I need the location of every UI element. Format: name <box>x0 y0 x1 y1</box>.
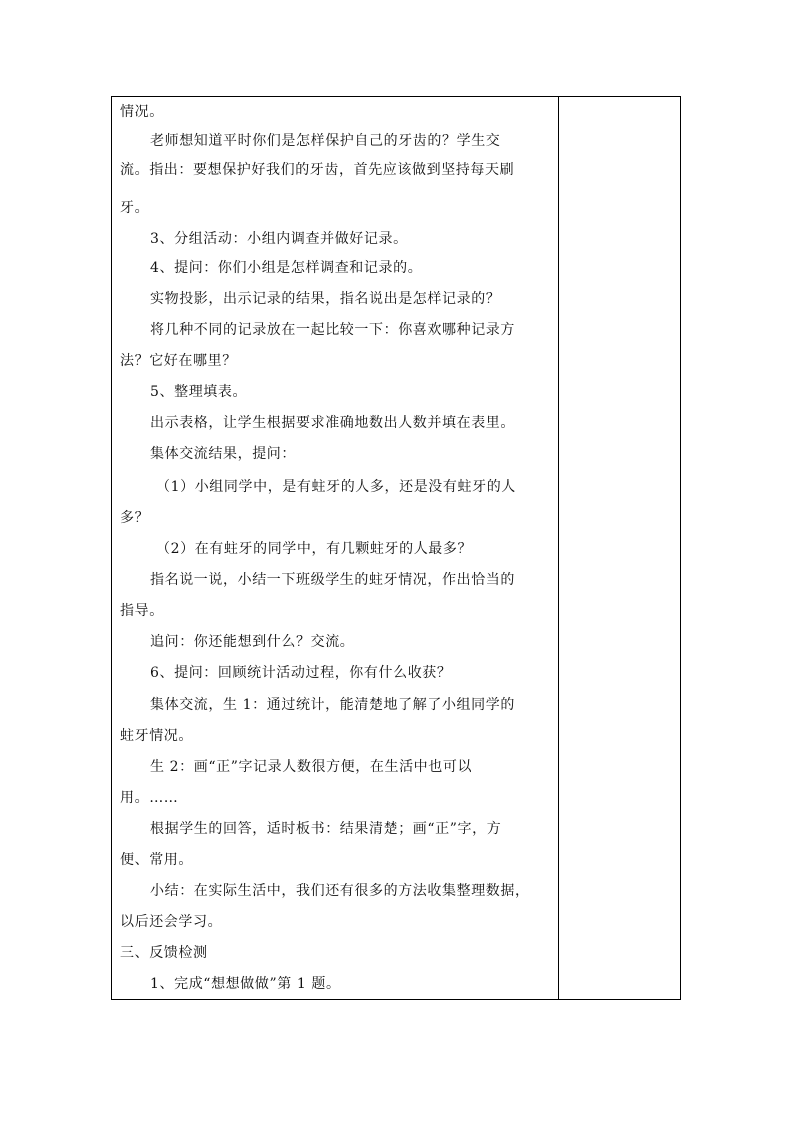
text-line: 集体交流结果，提问： <box>150 446 296 462</box>
section-heading: 三、反馈检测 <box>120 945 208 961</box>
text-line: 指导。 <box>120 603 164 619</box>
text-line: 小结：在实际生活中，我们还有很多的方法收集整理数据， <box>150 883 530 899</box>
text-line: 5、整理填表。 <box>150 384 248 400</box>
text-line: 6、提问：回顾统计活动过程，你有什么收获？ <box>150 665 452 681</box>
text-line: 追问：你还能想到什么？交流。 <box>150 634 355 650</box>
text-line: 老师想知道平时你们是怎样保护自己的牙齿的？学生交 <box>150 133 501 149</box>
text-line: 生 2：画“正”字记录人数很方便，在生活中也可以 <box>150 759 473 775</box>
text-line: 以后还会学习。 <box>120 914 223 930</box>
text-line: （1）小组同学中，是有蛀牙的人多，还是没有蛀牙的人 <box>156 479 516 495</box>
text-line: 将几种不同的记录放在一起比较一下：你喜欢哪种记录方 <box>150 322 515 338</box>
text-line: 指名说一说，小结一下班级学生的蛀牙情况，作出恰当的 <box>150 572 515 588</box>
text-line: （2）在有蛀牙的同学中，有几颗蛀牙的人最多？ <box>156 541 473 557</box>
text-line: 实物投影，出示记录的结果，指名说出是怎样记录的？ <box>150 291 501 307</box>
text-line: 情况。 <box>120 104 164 120</box>
text-line: 法？它好在哪里？ <box>120 353 237 369</box>
text-line: 1、完成“想想做做”第 1 题。 <box>150 976 341 992</box>
text-line: 4、提问：你们小组是怎样调查和记录的。 <box>150 260 423 276</box>
text-line: 出示表格，让学生根据要求准确地数出人数并填在表里。 <box>150 415 515 431</box>
notes-cell <box>559 97 681 999</box>
text-line: 多？ <box>120 510 150 526</box>
text-line: 集体交流，生 1：通过统计，能清楚地了解了小组同学的 <box>150 697 515 713</box>
text-line: 用。…… <box>120 790 179 806</box>
text-line: 蛀牙情况。 <box>120 728 193 744</box>
text-line: 牙。 <box>120 200 150 216</box>
lesson-content-cell <box>112 97 558 999</box>
text-line: 3、分组活动：小组内调查并做好记录。 <box>150 231 408 247</box>
text-line: 根据学生的回答，适时板书：结果清楚；画“正”字，方 <box>150 821 502 837</box>
lesson-table <box>111 96 681 1000</box>
text-line: 便、常用。 <box>120 852 193 868</box>
text-line: 流。指出：要想保护好我们的牙齿，首先应该做到坚持每天刷 <box>120 162 515 178</box>
